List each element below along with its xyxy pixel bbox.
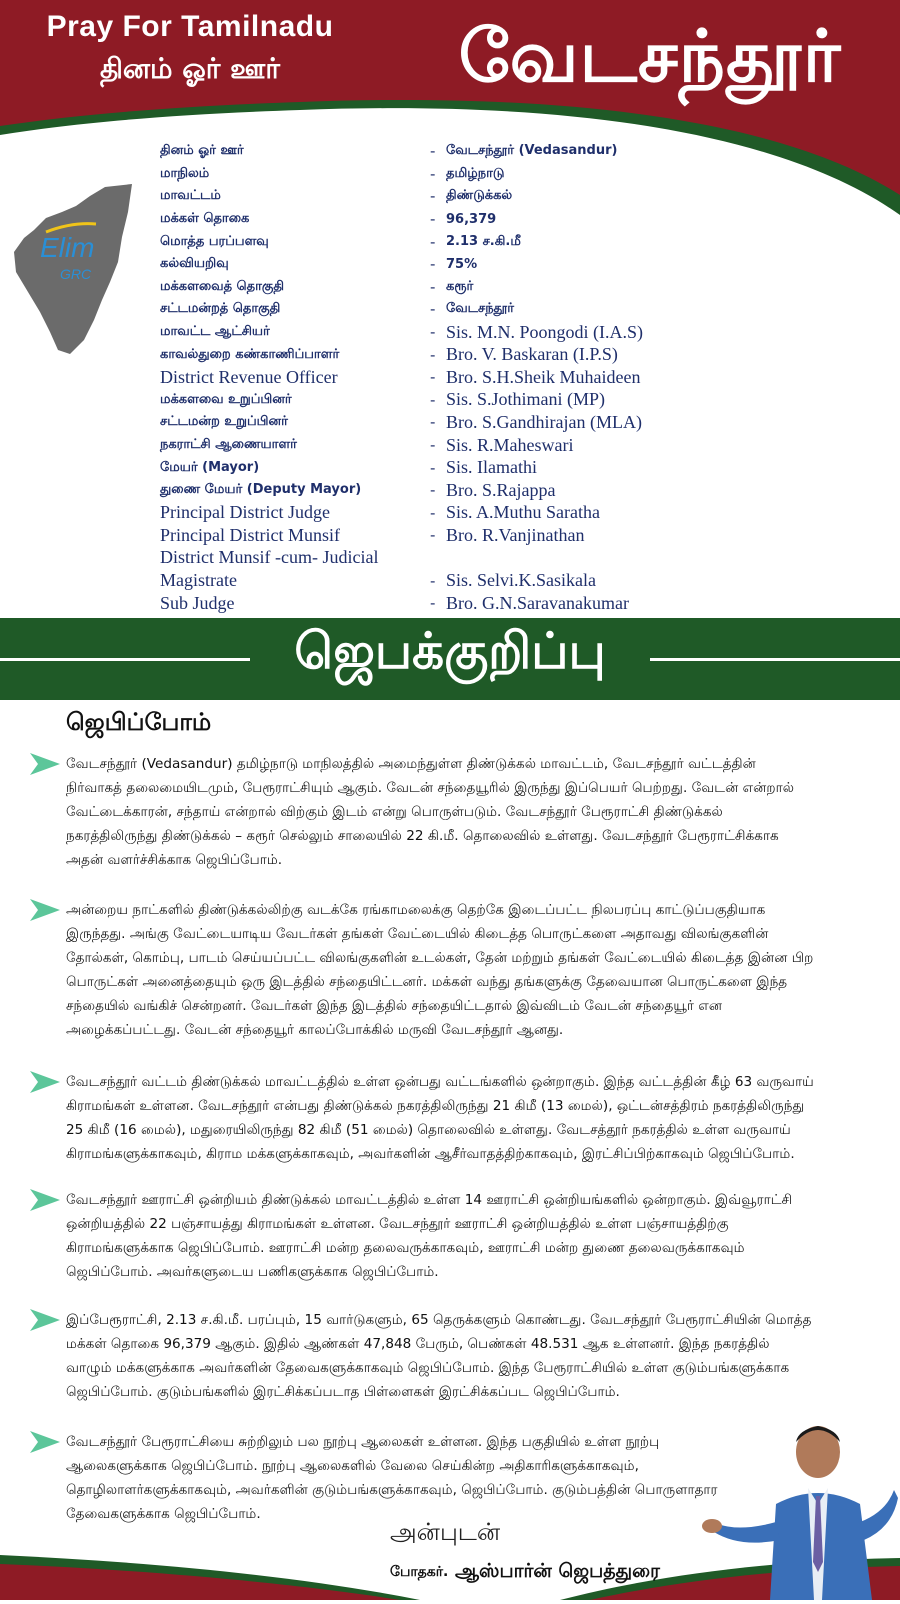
info-row (160, 502, 880, 525)
info-separator: - (430, 458, 436, 477)
info-label: மக்களவை உறுப்பினர் (160, 391, 292, 407)
info-row (160, 456, 880, 479)
info-row (160, 140, 880, 163)
info-separator: - (430, 594, 436, 613)
tamilnadu-map (10, 182, 140, 357)
prayer-points-band (0, 618, 900, 700)
elim-logo-text: Elim (40, 232, 95, 263)
info-separator: - (430, 210, 436, 229)
paragraph-line: பொருட்கள் அனைத்தையும் ஒரு இடத்தில் சந்தையிட்டனர். மக்கள் வந்து தங்களுக்கு தேவையான பொருட்களை இந்த (66, 974, 788, 990)
paragraph-line: வேடசந்தூர் ஊராட்சி ஒன்றியம் திண்டுக்கல் மாவட்டத்தில் உள்ள 14 ஊராட்சி ஒன்றியங்களில் ஒன்றாகும். இவ்வூராட்சி (66, 1192, 793, 1208)
paragraph-line: தேவைகளுக்காக ஜெபிப்போம். (66, 1506, 261, 1522)
info-label: Sub Judge (160, 592, 235, 613)
info-row (160, 276, 880, 299)
info-separator: - (430, 481, 436, 500)
info-value: கரூர் (446, 278, 474, 294)
paragraph-line: தோல்கள், கொம்பு, பாடம் செய்யப்பட்ட விலங்குகளின் உடல்கள், தேன் மற்றும் தங்கள் வேட்டையில் கிடைத்த இன்ன பிற (66, 950, 814, 966)
info-row (160, 343, 880, 366)
info-row (160, 524, 880, 547)
info-label: நகராட்சி ஆணையாளர் (160, 437, 297, 453)
info-separator: - (430, 164, 436, 183)
info-separator: - (430, 300, 436, 319)
info-label: துணை மேயர் (Deputy Mayor) (160, 482, 362, 498)
info-separator: - (430, 368, 436, 387)
info-separator: - (430, 413, 436, 432)
paragraph-line: தொழிலாளர்களுக்காகவும், அவர்களின் குடும்பங்களுக்காகவும், ஜெபிப்போம். குடும்பத்தின் பொருளாதார (66, 1482, 718, 1498)
info-row (160, 163, 880, 186)
lets-pray-heading: ஜெபிப்போம் (66, 708, 212, 736)
info-value: 96,379 (446, 211, 497, 227)
info-row (160, 253, 880, 276)
band-divider-left (0, 658, 250, 661)
arrow-bullet-icon (30, 1071, 60, 1093)
arrow-bullet-icon (30, 899, 60, 921)
arrow-bullet-icon (30, 753, 60, 775)
info-separator: - (430, 390, 436, 409)
info-label: Principal District Munsif (160, 524, 340, 545)
info-separator: - (430, 323, 436, 342)
paragraph-line: வேடசந்தூர் பேரூராட்சியை சுற்றிலும் பல நூற்பு ஆலைகள் உள்ளன. இந்த பகுதியில் உள்ள நூற்பு (66, 1434, 660, 1450)
info-value: Bro. G.N.Saravanakumar (446, 592, 629, 613)
info-row (160, 479, 880, 502)
arrow-bullet-icon (30, 1189, 60, 1211)
info-separator: - (430, 187, 436, 206)
info-row (160, 434, 880, 457)
paragraph-line: வேடசந்தூர் வட்டம் திண்டுக்கல் மாவட்டத்தில் உள்ள ஒன்பது வட்டங்களில் ஒன்றாகும். இந்த வட்டத்தின் கீழ் 63 வருவாய் (66, 1074, 814, 1090)
info-value: Sis. Ilamathi (446, 457, 537, 478)
info-value: Sis. S.Jothimani (MP) (446, 389, 606, 410)
info-row (160, 230, 880, 253)
info-label: தினம் ஓர் ஊர் (160, 143, 244, 159)
info-value: Sis. R.Maheswari (446, 434, 574, 455)
paragraph-line: வேட்டைக்காரன், சந்தாய் என்றால் விற்கும் இடம் என்று பொருள்படும். வேடசந்தூர் பேரூராட்சி திண்டுக்கல் (66, 804, 723, 820)
info-value: Bro. S.Gandhirajan (MLA) (446, 411, 642, 432)
town-info-table (160, 140, 880, 614)
grc-logo-text: GRC (60, 266, 92, 282)
info-value: Sis. Selvi.K.Sasikala (446, 570, 597, 591)
paragraph-line: ஜெபிப்போம். அவர்களுடைய பணிகளுக்காக ஜெபிப்போம். (66, 1264, 439, 1280)
info-label: சட்டமன்றத் தொகுதி (160, 301, 281, 317)
daily-town-subtitle: தினம் ஓர் ஊர் (99, 52, 281, 85)
info-row (160, 411, 880, 434)
info-separator: - (430, 436, 436, 455)
info-label: சட்டமன்ற உறுப்பினர் (160, 414, 288, 430)
info-value: Bro. S.Rajappa (446, 479, 556, 500)
info-row (160, 547, 880, 570)
info-label: District Revenue Officer (160, 366, 338, 387)
arrow-bullet-icon (30, 1309, 60, 1331)
pastor-label: போதகர். (390, 1564, 449, 1580)
info-label: மாநிலம் (160, 165, 210, 181)
paragraph-line: அதன் வளர்ச்சிக்காக ஜெபிப்போம். (66, 852, 283, 868)
paragraph-line: கிராமங்கள் உள்ளன. வேடசந்தூர் என்பது திண்டுக்கல் நகரத்திலிருந்து 21 கிமீ (13 மைல்), ஒட்டன்சத்திரம் நகரத்திலிருந்து (66, 1098, 805, 1114)
info-label: மாவட்டம் (160, 188, 221, 204)
paragraph-line: ஜெபிப்போம். குடும்பங்களில் இரட்சிக்கப்படாத பிள்ளைகள் இரட்சிக்கப்பட ஜெபிப்போம். (66, 1384, 620, 1400)
info-row (160, 366, 880, 389)
info-label: கல்வியறிவு (160, 256, 229, 272)
info-value: 2.13 ச.கி.மீ (446, 233, 521, 249)
info-value: திண்டுக்கல் (446, 188, 513, 204)
info-separator: - (430, 571, 436, 590)
info-separator: - (430, 232, 436, 251)
prayer-points-title: ஜெபக்குறிப்பு (250, 622, 650, 687)
info-row (160, 208, 880, 231)
paragraph-line: ஒன்றியத்தில் 22 பஞ்சாயத்து கிராமங்கள் உள்ளன. வேடசந்தூர் ஊராட்சி ஒன்றியத்தில் உள்ள பஞ்சாயத்திற்கு (66, 1216, 729, 1232)
info-row (160, 389, 880, 412)
info-row (160, 321, 880, 344)
info-value: Bro. S.H.Sheik Muhaideen (446, 366, 641, 387)
info-value: Bro. R.Vanjinathan (446, 524, 585, 545)
info-label: மக்களவைத் தொகுதி (160, 278, 285, 294)
info-value: Sis. A.Muthu Saratha (446, 502, 601, 523)
paragraph-line: வாழும் மக்களுக்காக அவர்களின் தேவைகளுக்காகவும் ஜெபிப்போம். இந்த பேரூராட்சியில் உள்ள குடும்பங்களுக்காக (66, 1360, 790, 1376)
paragraph-line: கிராமங்களுக்காகவும், கிராம மக்களுக்காகவும், அவர்களின் ஆசீர்வாதத்திற்காகவும், இரட்சிப்பிற்காகவும் ஜெபிப்போம். (66, 1146, 795, 1162)
info-label: Principal District Judge (160, 502, 330, 523)
paragraph-line: நகரத்திலிருந்து திண்டுக்கல் – கரூர் செல்லும் சாலையில் 22 கி.மீ. தொலைவில் உள்ளது. வேடசந்தூர் பேரூராட்சிக்காக (66, 828, 779, 844)
paragraph-line: ஆலைகளுக்காக ஜெபிப்போம். நூற்பு ஆலைகளில் வேலை செய்கின்ற அதிகாரிகளுக்காகவும், (66, 1458, 639, 1474)
info-value: தமிழ்நாடு (446, 165, 505, 181)
paragraph-line: அன்றைய நாட்களில் திண்டுக்கல்லிற்கு வடக்கே ரங்காமலைக்கு தெற்கே இடைப்பட்ட நிலபரப்பு காட்டுப்பகுதியாக (66, 902, 766, 918)
info-label: மக்கள் தொகை (160, 211, 250, 227)
paragraph-line: வேடசந்தூர் (Vedasandur) தமிழ்நாடு மாநிலத்தில் அமைந்துள்ள திண்டுக்கல் மாவட்டம், வேடசந்தூர் வட்டத்தின் (66, 756, 756, 772)
arrow-bullet-icon (30, 1431, 60, 1453)
prayer-paragraph (66, 1308, 886, 1404)
info-row (160, 569, 880, 592)
paragraph-line: 25 கிமீ (16 மைல்), மதுரையிலிருந்து 82 கிமீ (51 மைல்) தொலைவில் உள்ளது. வேடசத்தூர் நகரத்தில் உள்ள வருவாய் (66, 1122, 791, 1138)
paragraph-line: கிராமங்களுக்காக ஜெபிப்போம். ஊராட்சி மன்ற தலைவருக்காகவும், ஊராட்சி மன்ற துணை தலைவருக்காகவும் (66, 1240, 745, 1256)
info-separator: - (430, 142, 436, 161)
info-value: Sis. M.N. Poongodi (I.A.S) (446, 321, 644, 342)
info-separator: - (430, 526, 436, 545)
info-row (160, 592, 880, 615)
paragraph-line: மக்கள் தொகை 96,379 ஆகும். இதில் ஆண்கள் 47,848 பேரும், பெண்கள் 48.531 ஆக உள்ளனர். இந்த நகரத்தில் (66, 1336, 770, 1352)
pray-for-tamilnadu-title: Pray For Tamilnadu (46, 10, 334, 43)
paragraph-line: அழைக்கப்பட்டது. வேடன் சந்தையூர் காலப்போக்கில் மருவி வேடசந்தூர் ஆனது. (66, 1022, 564, 1038)
info-label: Magistrate (160, 570, 237, 591)
info-separator: - (430, 345, 436, 364)
town-title: வேடசந்தூர் (458, 14, 842, 98)
info-value: Bro. V. Baskaran (I.P.S) (446, 344, 618, 365)
prayer-paragraph (66, 1188, 886, 1284)
pastor-name: ஆஸ்பார்ன் ஜெபத்துரை (455, 1560, 660, 1582)
info-label: மேயர் (Mayor) (160, 459, 260, 475)
paragraph-line: நிர்வாகத் தலைமையிடமும், பேரூராட்சியும் ஆகும். வேடன் சந்தையூரில் இருந்து இப்பெயர் பெற்றது. வேடன் என்றால் (66, 780, 795, 796)
paragraph-line: இருந்தது. அங்கு வேட்டையாடிய வேடர்கள் தங்கள் வேட்டையில் கிடைத்த பொருட்களை அதாவது விலங்குகளின் (66, 926, 769, 942)
info-separator: - (430, 503, 436, 522)
info-label: District Munsif -cum- Judicial (160, 547, 379, 568)
prayer-paragraph (66, 898, 886, 1042)
info-label: காவல்துறை கண்காணிப்பாளர் (160, 346, 340, 362)
info-row (160, 298, 880, 321)
info-separator: - (430, 255, 436, 274)
with-love-text: அன்புடன் (390, 1518, 501, 1546)
band-divider-right (650, 658, 900, 661)
prayer-paragraph (66, 1070, 886, 1166)
info-label: மாவட்ட ஆட்சியர் (160, 324, 270, 340)
paragraph-line: இப்பேரூராட்சி, 2.13 ச.கி.மீ. பரப்பும், 15 வார்டுகளும், 65 தெருக்களும் கொண்டது. வேடசந்தூர் பேரூராட்சியின் மொத்த (66, 1312, 812, 1328)
info-value: 75% (446, 256, 478, 272)
info-row (160, 185, 880, 208)
info-value: வேடசந்தூர் (Vedasandur) (446, 143, 618, 159)
info-label: மொத்த பரப்பளவு (160, 233, 269, 249)
pastor-portrait (700, 1412, 900, 1600)
paragraph-line: சந்தையில் வங்கிச் சென்றனர். வேடர்கள் இந்த இடத்தில் சந்தையிட்டதால் இவ்விடம் வேடன் சந்தையூர் என (66, 998, 723, 1014)
info-separator: - (430, 277, 436, 296)
info-value: வேடசந்தூர் (446, 301, 515, 317)
prayer-paragraph (66, 752, 886, 872)
